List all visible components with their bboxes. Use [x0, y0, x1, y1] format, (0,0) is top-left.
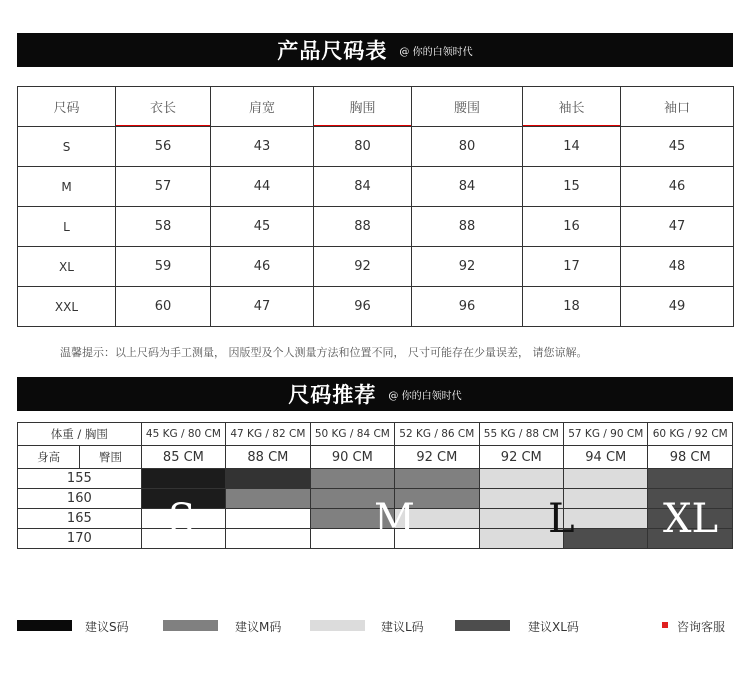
legend-label-s: 建议S码 [85, 620, 129, 634]
value-cell: 15 [523, 167, 621, 207]
table-row [18, 167, 734, 207]
header-cell: 尺码 [18, 87, 116, 127]
size-block-l [564, 489, 648, 509]
size-block-s [141, 469, 225, 489]
value-cell: 96 [314, 287, 412, 327]
size-block-s [226, 469, 310, 489]
size-letter-l: L [548, 496, 575, 542]
value-cell: 56 [116, 127, 211, 167]
table-header-row [18, 87, 734, 127]
size-block-l [564, 469, 648, 489]
value-cell: 92 [412, 247, 523, 287]
value-cell: 17 [523, 247, 621, 287]
value-cell: 45 [621, 127, 734, 167]
size-block-m [310, 469, 394, 489]
legend-label-l: 建议L码 [381, 620, 424, 634]
value-cell: 47 [211, 287, 314, 327]
weight-chest-label: 体重 / 胸围 [18, 423, 142, 446]
value-cell: 44 [211, 167, 314, 207]
value-cell: 45 [211, 207, 314, 247]
value-cell: 80 [412, 127, 523, 167]
value-cell: 49 [621, 287, 734, 327]
hip-cell: 94 CM [564, 446, 648, 469]
hip-cell: 90 CM [310, 446, 394, 469]
hip-cell: 98 CM [648, 446, 733, 469]
value-cell: 92 [314, 247, 412, 287]
weight-cell: 57 KG / 90 CM [564, 423, 648, 446]
size-block-l [564, 509, 648, 529]
legend-swatch-l [310, 620, 365, 631]
value-cell: 58 [116, 207, 211, 247]
empty-cell [226, 529, 310, 549]
header-cell: 袖长 [523, 87, 621, 127]
legend-swatch-xl [455, 620, 510, 631]
size-legend [17, 617, 733, 635]
table-row [18, 287, 734, 327]
weight-row [18, 423, 733, 446]
size-block-xl [564, 529, 648, 549]
size-chart-title: 产品尺码表 [277, 38, 388, 63]
header-cell: 袖口 [621, 87, 734, 127]
table-row [18, 127, 734, 167]
value-cell: 43 [211, 127, 314, 167]
size-cell: XL [18, 247, 116, 287]
height-cell: 165 [18, 509, 142, 529]
value-cell: 16 [523, 207, 621, 247]
height-label: 身高 [18, 446, 80, 469]
hip-label: 臀围 [80, 446, 141, 469]
value-cell: 60 [116, 287, 211, 327]
size-cell: XXL [18, 287, 116, 327]
size-cell: S [18, 127, 116, 167]
header-cell: 腰围 [412, 87, 523, 127]
height-cell: 170 [18, 529, 142, 549]
size-block-m [395, 469, 479, 489]
hip-row [18, 446, 733, 469]
size-letter-s: S [168, 496, 196, 542]
weight-cell: 45 KG / 80 CM [141, 423, 225, 446]
header-cell: 肩宽 [211, 87, 314, 127]
height-cell: 160 [18, 489, 142, 509]
measurement-note: 温馨提示：以上尺码为手工测量， 因版型及个人测量方法和位置不同， 尺寸可能存在少量误差， 请您谅解。 [60, 346, 588, 359]
value-cell: 48 [621, 247, 734, 287]
header-cell: 胸围 [314, 87, 412, 127]
recommend-title: 尺码推荐 [288, 382, 377, 407]
size-cell: L [18, 207, 116, 247]
recommend-banner [17, 377, 733, 411]
value-cell: 59 [116, 247, 211, 287]
size-letter-m: M [374, 496, 415, 542]
value-cell: 84 [314, 167, 412, 207]
table-row [18, 207, 734, 247]
size-chart-banner [17, 33, 733, 67]
size-cell: M [18, 167, 116, 207]
hip-cell: 88 CM [226, 446, 310, 469]
weight-cell: 52 KG / 86 CM [395, 423, 479, 446]
value-cell: 18 [523, 287, 621, 327]
value-cell: 57 [116, 167, 211, 207]
weight-cell: 50 KG / 84 CM [310, 423, 394, 446]
consult-bullet-icon [662, 622, 668, 628]
header-cell: 衣长 [116, 87, 211, 127]
hip-cell: 92 CM [479, 446, 563, 469]
brand-tag: @ 你的白领时代 [399, 46, 473, 58]
legend-label-m: 建议M码 [235, 620, 282, 634]
height-row [18, 469, 733, 489]
empty-cell [226, 509, 310, 529]
size-letter-xl: XL [663, 496, 719, 542]
value-cell: 46 [621, 167, 734, 207]
size-block-l [479, 469, 563, 489]
size-block-xl [648, 469, 733, 489]
size-table [17, 86, 734, 327]
table-row [18, 247, 734, 287]
weight-cell: 60 KG / 92 CM [648, 423, 733, 446]
weight-cell: 55 KG / 88 CM [479, 423, 563, 446]
value-cell: 80 [314, 127, 412, 167]
brand-tag: @ 你的白领时代 [388, 390, 462, 402]
value-cell: 46 [211, 247, 314, 287]
legend-swatch-m [163, 620, 218, 631]
value-cell: 96 [412, 287, 523, 327]
hip-cell: 85 CM [141, 446, 225, 469]
value-cell: 47 [621, 207, 734, 247]
value-cell: 88 [314, 207, 412, 247]
value-cell: 14 [523, 127, 621, 167]
value-cell: 84 [412, 167, 523, 207]
size-block-m [226, 489, 310, 509]
height-cell: 155 [18, 469, 142, 489]
hip-cell: 92 CM [395, 446, 479, 469]
legend-label-xl: 建议XL码 [528, 620, 579, 634]
value-cell: 88 [412, 207, 523, 247]
consult-service-link[interactable]: 咨询客服 [677, 620, 726, 634]
legend-swatch-s [17, 620, 72, 631]
weight-cell: 47 KG / 82 CM [226, 423, 310, 446]
